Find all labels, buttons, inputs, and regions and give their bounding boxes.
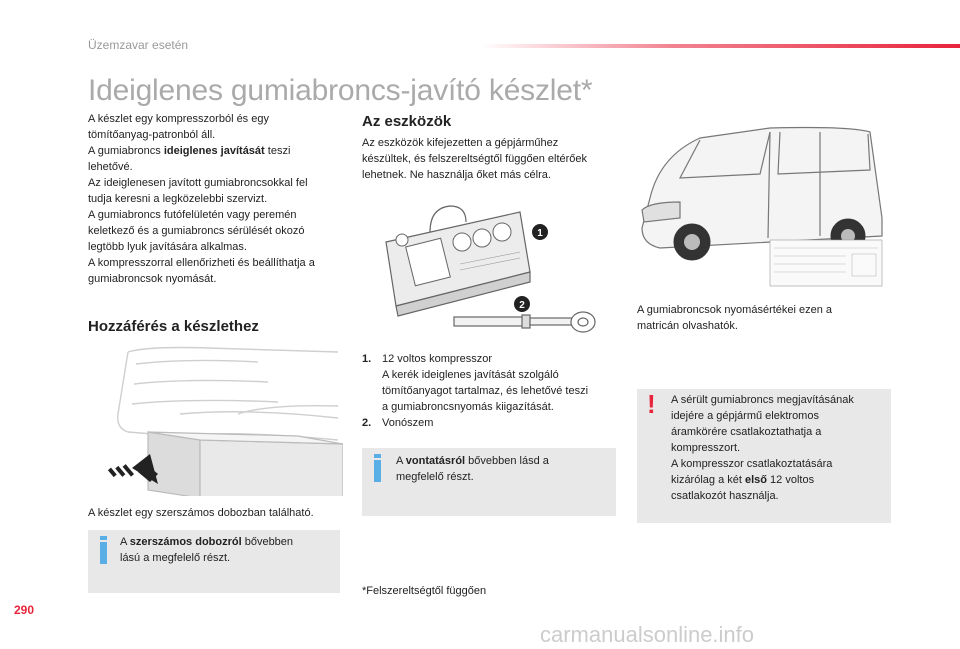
toolkit-illustration [380,202,610,347]
pressure-label-text: A gumiabroncsok nyomásértékei ezen a matricán olvashatók. [637,304,833,332]
intro-text: A készlet egy kompresszorból és egy tömítőanyag-patronból áll. A gumiabroncs ideiglenes javítását teszi lehetővé. Az ideiglenesen javított gumiabroncsokkal fel tudja keresni a legközelebbi szervizt. A gumiabroncs futófelületén vagy peremén keletkező és a gumiabroncs sérülését okozó legtöbb lyuk javítására alkalmas. A kompresszorral ellenőrizheti és beállíthatja a gumiabroncsok nyomását. [88,113,315,285]
seat-illustration [88,344,343,496]
info-icon [100,542,107,564]
tools-intro: Az eszközök kifejezetten a gépjárműhez készültek, és felszereltségtől függően eltérőek lehetnek. Ne használja őket más célra. [362,137,588,181]
list-item: 1. 12 voltos kompresszor A kerék ideiglenes javítását szolgáló tömítőanyagot tartalmaz, és lehetővé teszi a gumiabroncsnyomás kiigazítását. [362,353,589,413]
watermark: carmanualsonline.info [540,622,755,647]
warning-icon: ! [647,389,656,419]
warning-box: ! A sérült gumiabroncs megjavításának idejére a gépjármű elektromos áramkörére csatlakoztathatja a kompresszort. A kompresszor csatlakoztatására kizárólag a két első 12 voltos csatlakozót használja. [637,389,891,523]
tools-list [362,351,617,431]
page-title: Ideiglenes gumiabroncs-javító készlet* [88,74,593,107]
info-icon [374,460,381,482]
van-illustration [620,118,890,290]
svg-text:2: 2 [519,300,525,311]
svg-text:1: 1 [537,228,543,239]
header-accent-bar [480,44,960,48]
list-item: 2. Vonószem [362,417,434,429]
access-heading: Hozzáférés a készlethez [88,318,259,335]
tools-heading: Az eszközök [362,113,452,130]
info-box-towing: A vontatásról bővebben lásd a megfelelő részt. [362,448,616,516]
footnote: *Felszereltségtől függően [362,585,487,597]
access-caption: A készlet egy szerszámos dobozban található. [88,507,314,519]
info-box-toolbox: A szerszámos dobozról bővebben lású a megfelelő részt. [88,530,340,593]
section-title: Üzemzavar esetén [88,38,189,52]
page-number: 290 [14,603,35,617]
